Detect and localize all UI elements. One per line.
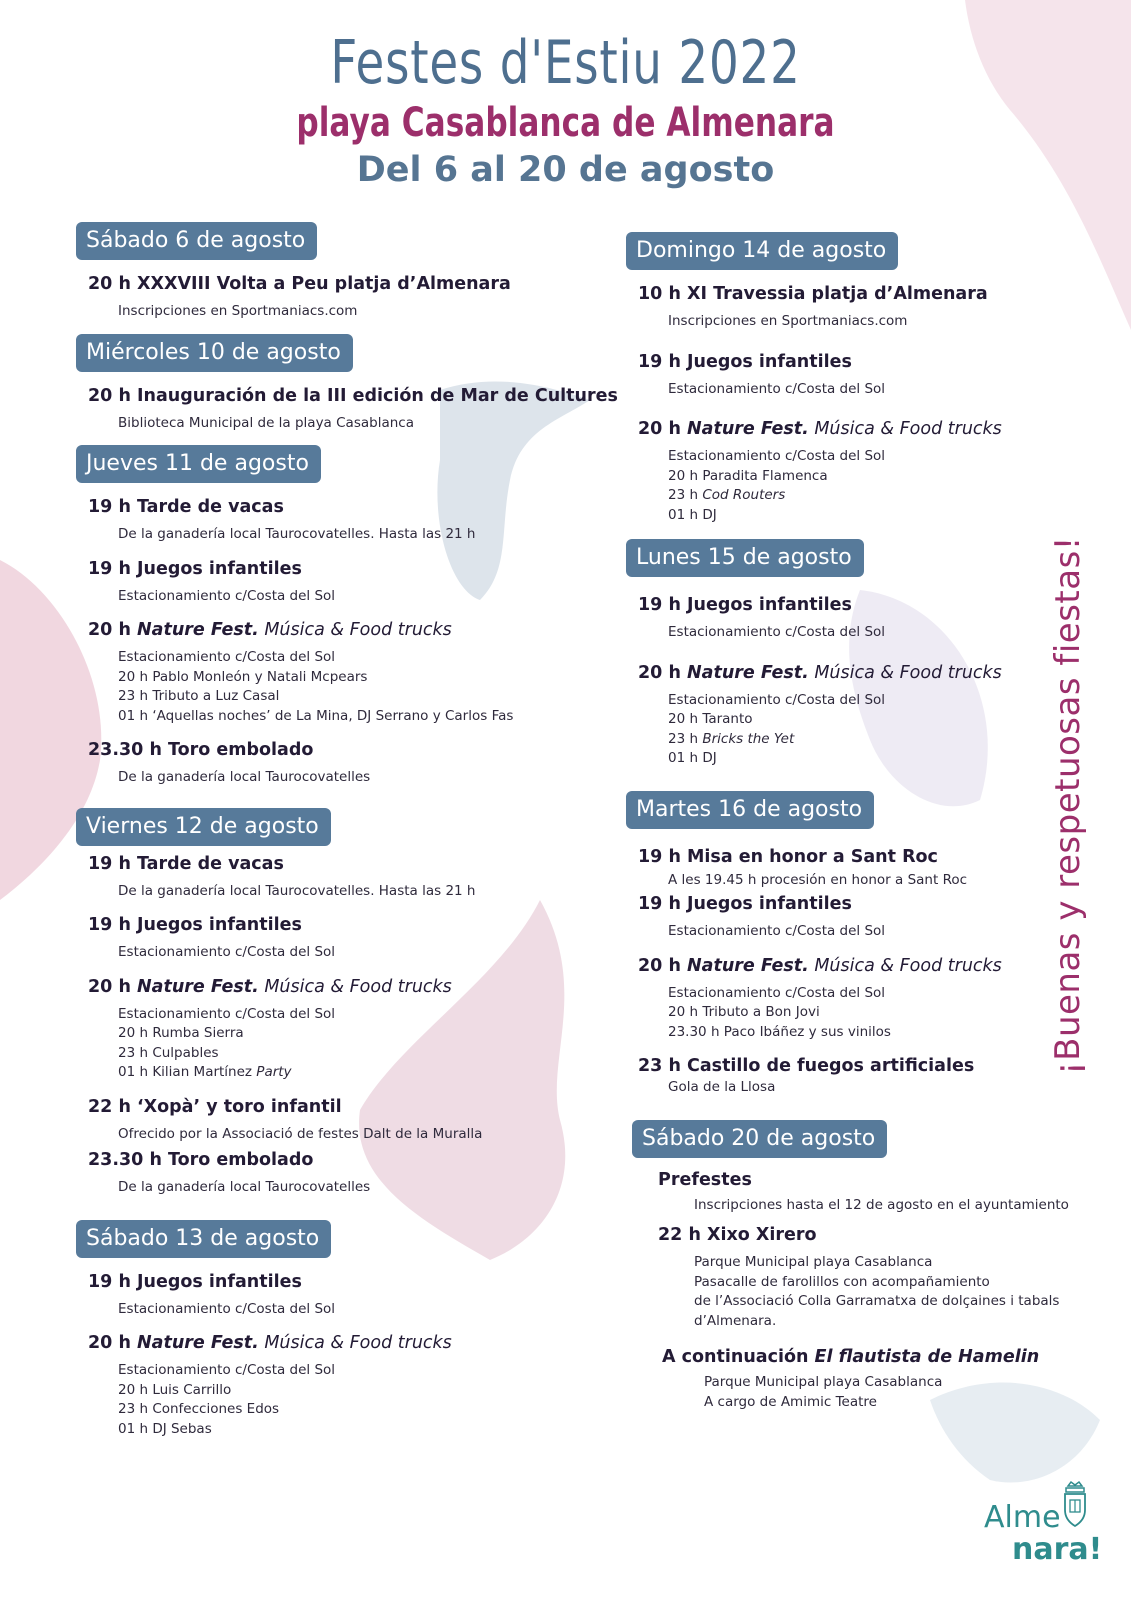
- event-item: [88, 385, 618, 434]
- event-item: [638, 663, 1096, 769]
- detail-line: Inscripciones en Sportmaniacs.com: [118, 303, 358, 319]
- event-time: 20 h: [638, 662, 687, 683]
- detail-line: Gola de la Llosa: [668, 1079, 776, 1095]
- day-header: Miércoles 10 de agosto: [76, 334, 353, 372]
- detail-line: Estacionamiento c/Costa del Sol: [118, 1362, 336, 1378]
- event-item: [88, 1150, 596, 1198]
- detail-line: 01 h DJ Sebas: [118, 1420, 212, 1437]
- day-block: [76, 334, 618, 434]
- event-subtitle: Música & Food trucks: [808, 955, 1002, 976]
- logo-text-bottom: nara!: [1012, 1532, 1103, 1567]
- poster-title: Festes d'Estiu 2022: [330, 28, 801, 98]
- event-highlight: Nature Fest.: [687, 419, 809, 439]
- event-title: 19 h Tarde de vacas: [88, 853, 284, 874]
- event-title: [88, 977, 596, 997]
- day-header: Sábado 20 de agosto: [632, 1120, 887, 1158]
- detail-text: 23 h: [668, 487, 703, 503]
- event-title: 10 h XI Travessia platja d’Almenara: [638, 284, 988, 304]
- detail-line: 20 h Pablo Monleón y Natali Mcpears: [118, 668, 368, 685]
- event-details: [88, 648, 596, 726]
- detail-text: 23 h: [668, 730, 703, 747]
- poster-dates: Del 6 al 20 de agosto: [356, 150, 775, 190]
- detail-line: Inscripciones hasta el 12 de agosto en el ayuntamiento: [694, 1196, 1069, 1213]
- detail-line: Estacionamiento c/Costa del Sol: [668, 380, 886, 397]
- event-item: [638, 894, 1096, 942]
- event-item: [638, 284, 1096, 332]
- event-details: [88, 1361, 596, 1439]
- day-header: Martes 16 de agosto: [626, 791, 874, 829]
- event-subtitle: Música & Food trucks: [258, 620, 452, 640]
- event-details: [638, 922, 1096, 942]
- left-column: [76, 226, 618, 1439]
- detail-line: De la ganadería local Taurocovatelles: [118, 769, 371, 785]
- day-header: Viernes 12 de agosto: [76, 808, 331, 846]
- logo-text-top: Alme: [984, 1500, 1061, 1535]
- event-title: 19 h Juegos infantiles: [638, 595, 852, 615]
- almenara-logo: [984, 1480, 1104, 1576]
- event-details: [88, 768, 596, 788]
- event-title: [638, 956, 1096, 976]
- event-item: [88, 915, 596, 963]
- detail-line: 20 h Luis Carrillo: [118, 1381, 232, 1398]
- event-subtitle: Música & Food trucks: [808, 662, 1002, 683]
- event-item: [88, 1272, 596, 1320]
- event-highlight: Nature Fest.: [687, 662, 809, 683]
- day-block: [626, 232, 1096, 525]
- event-item: [88, 1333, 596, 1439]
- detail-line: [668, 486, 1096, 506]
- event-details: [88, 882, 596, 902]
- event-prefix: A continuación: [662, 1347, 815, 1367]
- event-details: [88, 1005, 596, 1083]
- detail-line: Parque Municipal playa Casablanca: [704, 1374, 943, 1390]
- event-highlight: Nature Fest.: [137, 976, 259, 997]
- event-highlight: Nature Fest.: [137, 1333, 259, 1353]
- event-title: 19 h Juegos infantiles: [88, 915, 302, 935]
- day-block: [626, 791, 1096, 1098]
- detail-line: Parque Municipal playa Casablanca: [694, 1254, 933, 1270]
- event-item: [638, 419, 1096, 525]
- detail-line: Estacionamiento c/Costa del Sol: [118, 1300, 336, 1317]
- event-title: 19 h Juegos infantiles: [88, 558, 302, 579]
- event-time: 20 h: [638, 955, 687, 976]
- detail-line: d’Almenara.: [694, 1312, 777, 1329]
- day-header: Jueves 11 de agosto: [76, 445, 321, 483]
- detail-line: Ofrecido por la Associació de festes Dalt de la Muralla: [118, 1125, 483, 1142]
- event-details: [662, 1373, 1102, 1412]
- detail-line: De la ganadería local Taurocovatelles. Hasta las 21 h: [118, 882, 476, 899]
- detail-line: 23 h Confecciones Edos: [118, 1401, 280, 1417]
- event-title: [88, 1333, 596, 1353]
- event-title: 19 h Misa en honor a Sant Roc: [638, 846, 938, 867]
- detail-line: A cargo de Amimic Teatre: [704, 1393, 877, 1410]
- event-item: [638, 1056, 1096, 1098]
- event-item: [88, 497, 596, 545]
- detail-line: 01 h ‘Aquellas noches’ de La Mina, DJ Serrano y Carlos Fas: [118, 707, 514, 724]
- detail-line: A les 19.45 h procesión en honor a Sant Roc: [668, 871, 968, 888]
- event-item: [88, 620, 596, 726]
- detail-line: Estacionamiento c/Costa del Sol: [668, 691, 886, 708]
- event-item: [88, 854, 596, 902]
- event-details: [638, 691, 1096, 769]
- event-title: 20 h XXXVIII Volta a Peu platja d’Almenara: [88, 274, 511, 294]
- event-details: [638, 312, 1096, 332]
- event-item: [88, 740, 596, 788]
- event-title: 23.30 h Toro embolado: [88, 1150, 314, 1170]
- right-column: [626, 232, 1096, 1412]
- event-details: [638, 623, 1096, 643]
- event-subtitle: Música & Food trucks: [258, 1333, 452, 1353]
- event-details: [638, 1078, 1096, 1098]
- detail-line: Estacionamiento c/Costa del Sol: [668, 984, 886, 1001]
- event-item: [638, 352, 1096, 400]
- detail-line: 20 h Tributo a Bon Jovi: [668, 1004, 820, 1020]
- detail-line: de l’Associació Colla Garramatxa de dolçaines i tabals: [694, 1293, 1060, 1309]
- detail-italic: Bricks the Yet: [702, 730, 795, 747]
- detail-line: 20 h Rumba Sierra: [118, 1025, 244, 1041]
- event-details: [88, 414, 596, 434]
- side-slogan: ¡Buenas y respetuosas fiestas!: [1048, 536, 1088, 1075]
- detail-text: 01 h Kilian Martínez: [118, 1064, 257, 1080]
- event-details: [658, 1196, 1102, 1216]
- detail-line: [668, 730, 1096, 750]
- event-subtitle: Música & Food trucks: [808, 419, 1002, 439]
- detail-line: Estacionamiento c/Costa del Sol: [668, 624, 886, 640]
- detail-line: De la ganadería local Taurocovatelles: [118, 1179, 371, 1195]
- event-item: [658, 1225, 1102, 1331]
- event-item: [88, 559, 596, 607]
- detail-line: Estacionamiento c/Costa del Sol: [118, 649, 336, 665]
- day-header: Sábado 13 de agosto: [76, 1220, 331, 1258]
- event-title: 19 h Tarde de vacas: [88, 497, 284, 517]
- event-details: [88, 587, 596, 607]
- event-title: 19 h Juegos infantiles: [88, 1271, 302, 1292]
- event-item: [88, 274, 596, 322]
- event-details: [88, 1178, 596, 1198]
- detail-line: Estacionamiento c/Costa del Sol: [118, 587, 336, 604]
- detail-italic: Party: [256, 1064, 292, 1080]
- detail-line: Estacionamiento c/Costa del Sol: [668, 923, 886, 939]
- event-details: [638, 447, 1096, 525]
- event-time: 20 h: [638, 419, 687, 439]
- day-block: [76, 1220, 596, 1440]
- event-item: [638, 595, 1096, 643]
- detail-line: 23 h Tributo a Luz Casal: [118, 688, 280, 704]
- detail-line: 01 h DJ: [668, 750, 717, 766]
- detail-line: Estacionamiento c/Costa del Sol: [668, 448, 886, 464]
- event-title: 23.30 h Toro embolado: [88, 740, 314, 760]
- event-details: [638, 380, 1096, 400]
- detail-line: 20 h Taranto: [668, 711, 753, 727]
- event-time: 20 h: [88, 620, 137, 640]
- event-item: [662, 1347, 1102, 1412]
- event-item: [88, 1097, 596, 1145]
- day-header: Sábado 6 de agosto: [76, 222, 317, 260]
- day-block: [632, 1120, 1102, 1413]
- event-details: [88, 302, 596, 322]
- event-title: [662, 1347, 1102, 1367]
- detail-line: Inscripciones en Sportmaniacs.com: [668, 313, 908, 329]
- detail-line: Pasacalle de farolillos con acompañamiento: [694, 1273, 990, 1290]
- detail-line: 01 h DJ: [668, 506, 717, 523]
- event-details: [638, 871, 1096, 891]
- event-time: 20 h: [88, 976, 137, 997]
- event-title: Prefestes: [658, 1169, 752, 1190]
- detail-italic: Cod Routers: [702, 487, 786, 503]
- event-details: [88, 1125, 596, 1145]
- day-header: Lunes 15 de agosto: [626, 539, 864, 577]
- poster-subtitle: playa Casablanca de Almenara: [296, 100, 835, 146]
- detail-line: Estacionamiento c/Costa del Sol: [118, 944, 336, 960]
- event-subtitle: Música & Food trucks: [258, 976, 452, 997]
- event-title: 23 h Castillo de fuegos artificiales: [638, 1056, 975, 1076]
- detail-line: 20 h Paradita Flamenca: [668, 467, 828, 484]
- event-details: [88, 1300, 596, 1320]
- event-item: [88, 977, 596, 1083]
- crest-icon: [1060, 1480, 1090, 1528]
- detail-line: 23.30 h Paco Ibáñez y sus vinilos: [668, 1023, 891, 1040]
- day-block: [626, 539, 1096, 769]
- event-title: [638, 663, 1096, 683]
- detail-line: De la ganadería local Taurocovatelles. Hasta las 21 h: [118, 526, 476, 542]
- event-item: [638, 847, 1096, 891]
- event-title: [88, 620, 596, 640]
- day-block: [76, 808, 596, 1198]
- event-title: 19 h Juegos infantiles: [638, 351, 852, 372]
- detail-line: [118, 1063, 596, 1083]
- event-title: [638, 419, 1096, 439]
- detail-line: Estacionamiento c/Costa del Sol: [118, 1005, 336, 1022]
- event-item: [638, 956, 1096, 1043]
- detail-line: Biblioteca Municipal de la playa Casablanca: [118, 414, 414, 431]
- event-details: [638, 984, 1096, 1043]
- event-details: [658, 1253, 1102, 1331]
- event-details: [88, 525, 596, 545]
- detail-line: 23 h Culpables: [118, 1044, 219, 1061]
- day-header: Domingo 14 de agosto: [626, 232, 898, 270]
- day-block: [76, 445, 596, 788]
- event-highlight: Nature Fest.: [137, 620, 259, 640]
- event-highlight: El flautista de Hamelin: [814, 1347, 1040, 1367]
- day-block: [76, 222, 596, 322]
- event-title: 22 h ‘Xopà’ y toro infantil: [88, 1096, 342, 1117]
- event-highlight: Nature Fest.: [687, 955, 809, 976]
- event-title: 20 h Inauguración de la III edición de Mar de Cultures: [88, 385, 618, 406]
- event-item: [658, 1170, 1102, 1216]
- event-title: 19 h Juegos infantiles: [638, 894, 852, 914]
- event-time: 20 h: [88, 1333, 137, 1353]
- event-details: [88, 943, 596, 963]
- event-title: 22 h Xixo Xirero: [658, 1225, 817, 1245]
